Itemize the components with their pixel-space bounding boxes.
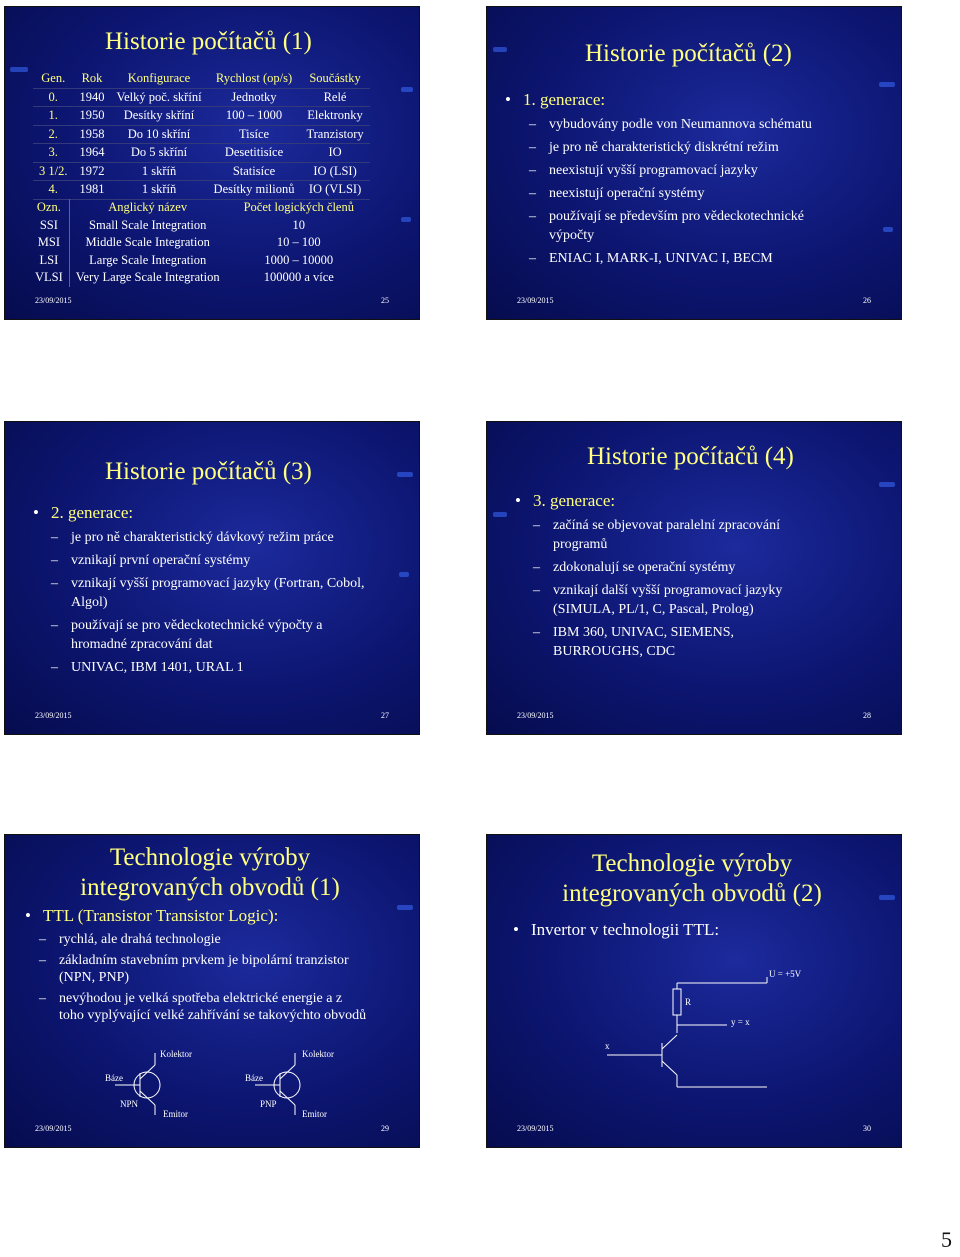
table-cell: 1940 (73, 88, 110, 107)
list-item: – vznikají první operační systémy (47, 551, 405, 570)
npn-emitter-label: Emitor (163, 1109, 188, 1119)
transistor-diagram (95, 1045, 395, 1125)
table-row (33, 125, 370, 144)
table-cell: Tranzistory (300, 125, 369, 144)
table-cell: Tisíce (208, 125, 301, 144)
slide-title: Historie počítačů (1) (105, 28, 312, 55)
table-cell: IO (VLSI) (300, 181, 369, 200)
table-cell: IO (LSI) (300, 162, 369, 181)
table-cell: 1981 (73, 181, 110, 200)
npn-collector-label: Kolektor (160, 1049, 192, 1059)
table-cell: 10 (292, 217, 306, 232)
list-item: – používají se především pro vědeckotechnické výpočty (525, 207, 849, 245)
list-item: – neexistují operační systémy (525, 184, 887, 203)
slide-number: 29 (381, 1124, 389, 1133)
slide-28 (486, 421, 902, 735)
table-header: Počet logických členů (243, 200, 354, 215)
table-header: Gen. (33, 70, 73, 88)
table-cell: 10 – 100 (276, 235, 321, 250)
table-header: Rok (73, 70, 110, 88)
decoration (493, 512, 507, 517)
slide-date: 23/09/2015 (35, 1124, 72, 1133)
list-item: – zdokonalují se operační systémy (529, 558, 887, 577)
table-cell: 1964 (73, 144, 110, 163)
slide-number: 27 (381, 711, 389, 720)
list-item: – je pro ně charakteristický dávkový režim práce (47, 528, 405, 547)
table-cell: Velký poč. skříní (110, 88, 207, 107)
slide-25 (4, 6, 420, 320)
decoration (401, 87, 413, 92)
generations-table (33, 70, 370, 200)
table-cell: Very Large Scale Integration (75, 270, 220, 285)
decoration (401, 217, 411, 222)
slide-date: 23/09/2015 (517, 296, 554, 305)
list-item: – používají se pro vědeckotechnické výpočty a hromadné zpracování dat (47, 616, 361, 654)
table-cell: MSI (29, 234, 69, 252)
bullet-heading: • 2. generace: (31, 502, 405, 524)
table-cell: Small Scale Integration (89, 217, 207, 232)
slide-title: Historie počítačů (4) (587, 443, 794, 470)
integration-scale-table (29, 199, 372, 287)
slide-date: 23/09/2015 (517, 711, 554, 720)
table-cell: IO (300, 144, 369, 163)
table-cell: SSI (29, 217, 69, 235)
output-label: y = x (731, 1017, 750, 1027)
table-cell: 1972 (73, 162, 110, 181)
slide-title-line-2: integrovaných obvodů (2) (562, 880, 822, 907)
table-header: Konfigurace (110, 70, 207, 88)
table-header: Ozn. (29, 199, 69, 217)
table-cell: 1958 (73, 125, 110, 144)
slide-27 (4, 421, 420, 735)
table-row (29, 234, 372, 252)
table-cell: Middle Scale Integration (85, 235, 210, 250)
table-row (33, 181, 370, 200)
list-item: – UNIVAC, IBM 1401, URAL 1 (47, 658, 405, 677)
decoration (397, 472, 413, 477)
list-item: – nevýhodou je velká spotřeba elektrické energie a z toho vyplývající velké zahřívání se takovýchto obvodů (35, 990, 369, 1024)
pnp-base-label: Báze (245, 1073, 263, 1083)
bullet-heading: • 3. generace: (513, 490, 887, 512)
npn-type-label: NPN (120, 1099, 139, 1109)
table-cell: Jednotky (208, 88, 301, 107)
slide-title-line-1: Technologie výroby (591, 850, 793, 877)
table-cell: 0. (33, 88, 73, 107)
table-cell: Relé (300, 88, 369, 107)
table-row (33, 144, 370, 163)
pnp-type-label: PNP (260, 1099, 277, 1109)
list-item: – vznikají vyšší programovací jazyky (Fortran, Cobol, Algol) (47, 574, 371, 612)
list-item: – IBM 360, UNIVAC, SIEMENS, BURROUGHS, CDC (529, 623, 783, 661)
table-cell: 100000 a více (263, 270, 334, 285)
table-cell: 1 skříň (110, 162, 207, 181)
table-cell: LSI (29, 252, 69, 270)
list-item: – základním stavebním prvkem je bipolární tranzistor (NPN, PNP) (35, 952, 359, 986)
table-header-row (33, 70, 370, 88)
bullet-list (513, 490, 887, 665)
slide-title: Historie počítačů (2) (585, 40, 792, 67)
table-header: Anglický název (108, 200, 188, 215)
list-item: – neexistují vyšší programovací jazyky (525, 161, 887, 180)
table-cell: Desetitisíce (208, 144, 301, 163)
bullet-list (511, 919, 887, 945)
table-row (29, 269, 372, 287)
list-item: – je pro ně charakteristický diskrétní režim (525, 138, 887, 157)
bullet-heading: • Invertor v technologii TTL: (511, 919, 887, 941)
table-cell: Do 5 skříní (110, 144, 207, 163)
table-header: Součástky (300, 70, 369, 88)
bullet-heading: • 1. generace: (503, 89, 887, 111)
table-row (33, 88, 370, 107)
bullet-list (23, 905, 405, 1028)
decoration (10, 67, 28, 72)
list-item: – ENIAC I, MARK-I, UNIVAC I, BECM (525, 249, 887, 268)
slide-date: 23/09/2015 (35, 296, 72, 305)
resistor-label: R (685, 997, 692, 1007)
table-cell: Desítky milionů (208, 181, 301, 200)
slide-title-line-2: integrovaných obvodů (1) (80, 874, 340, 901)
pnp-collector-label: Kolektor (302, 1049, 334, 1059)
slide-26 (486, 6, 902, 320)
list-item: – vybudovány podle von Neumannova schématu (525, 115, 887, 134)
ttl-inverter-diagram (577, 963, 837, 1113)
table-cell: 1. (33, 107, 73, 126)
decoration (879, 82, 895, 87)
supply-label: U = +5V (769, 969, 802, 979)
table-cell: 1950 (73, 107, 110, 126)
list-item: – vznikají další vyšší programovací jazyky (SIMULA, PL/1, C, Pascal, Prolog) (529, 581, 833, 619)
table-row (29, 217, 372, 235)
slide-number: 25 (381, 296, 389, 305)
slide-30 (486, 834, 902, 1148)
slide-date: 23/09/2015 (35, 711, 72, 720)
slide-29 (4, 834, 420, 1148)
slide-title-line-1: Technologie výroby (109, 844, 311, 871)
slide-number: 30 (863, 1124, 871, 1133)
table-cell: 3. (33, 144, 73, 163)
table-row (33, 162, 370, 181)
table-cell: 2. (33, 125, 73, 144)
table-cell: 100 – 1000 (208, 107, 301, 126)
decoration (879, 895, 895, 900)
list-item: – začíná se objevovat paralelní zpracování programů (529, 516, 833, 554)
table-cell: 3 1/2. (33, 162, 73, 181)
decoration (493, 47, 507, 52)
table-row (33, 107, 370, 126)
slide-number: 26 (863, 296, 871, 305)
slide-title: Historie počítačů (3) (105, 458, 312, 485)
table-cell: Statisíce (208, 162, 301, 181)
pnp-emitter-label: Emitor (302, 1109, 327, 1119)
table-cell: VLSI (29, 269, 69, 287)
bullet-heading: • TTL (Transistor Transistor Logic): (23, 905, 405, 927)
table-cell: 1 skříň (110, 181, 207, 200)
bullet-list (31, 502, 405, 681)
page-number: 5 (941, 1227, 952, 1252)
table-cell: Desítky skříní (110, 107, 207, 126)
table-cell: 4. (33, 181, 73, 200)
npn-base-label: Báze (105, 1073, 123, 1083)
table-cell: Do 10 skříní (110, 125, 207, 144)
table-cell: Large Scale Integration (89, 252, 207, 267)
table-row (29, 252, 372, 270)
decoration (879, 482, 895, 487)
table-cell: Elektronky (300, 107, 369, 126)
bullet-list (503, 89, 887, 272)
slide-number: 28 (863, 711, 871, 720)
table-cell: 1000 – 10000 (264, 252, 334, 267)
list-item: – rychlá, ale drahá technologie (35, 931, 405, 948)
slide-date: 23/09/2015 (517, 1124, 554, 1133)
table-header: Rychlost (op/s) (208, 70, 301, 88)
table-header-row (29, 199, 372, 217)
input-label: x (605, 1041, 610, 1051)
